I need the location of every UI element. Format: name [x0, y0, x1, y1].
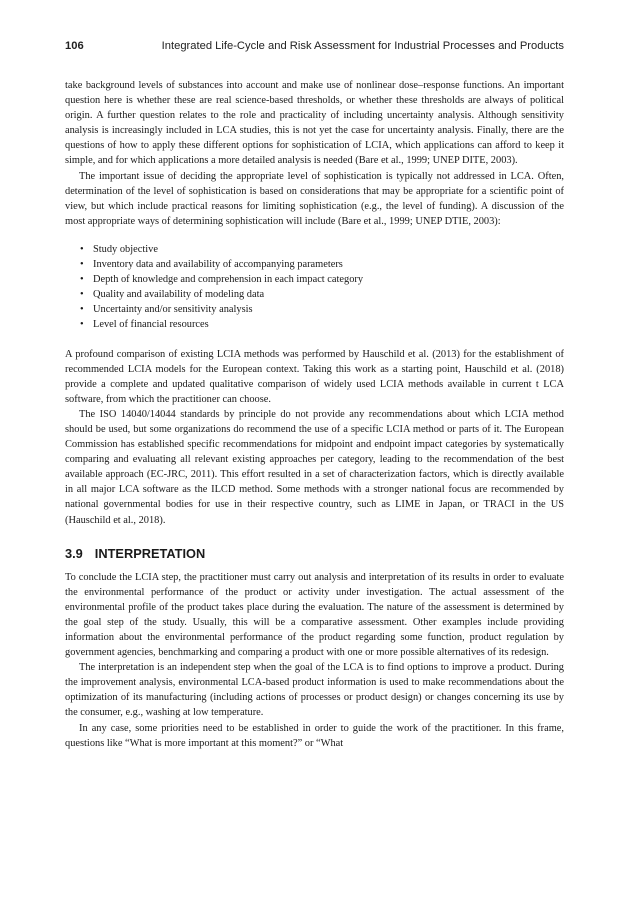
bullet-icon: •	[80, 243, 84, 255]
bullet-icon: •	[80, 304, 84, 316]
paragraph: In any case, some priorities need to be established in order to guide the work of the practitioner. In this frame, questions like “What is more important at this moment?” or “What	[65, 722, 564, 749]
list-item	[80, 272, 564, 287]
list-item	[80, 257, 564, 272]
list-item-text: Inventory data and availability of accompanying parameters	[93, 259, 343, 271]
bullet-icon: •	[80, 274, 84, 286]
paragraph: The interpretation is an independent step when the goal of the LCA is to find options to improve a product. During the improvement analysis, environmental LCA-based product information is used to make recommendations about the optimization of its manufacturing (including actions of processes or product design) or changes concerning its use by the consumer, e.g., washing at low temperature.	[65, 662, 564, 719]
running-title: Integrated Life-Cycle and Risk Assessment for Industrial Processes and Products	[161, 40, 564, 52]
list-item-text: Level of financial resources	[93, 319, 209, 331]
paragraph: A profound comparison of existing LCIA methods was performed by Hauschild et al. (2013) for the establishment of recommended LCIA models for the European context. Taking this work as a starting point, Hauschild et al. (2018) provide a complete and updated qualitative comparison of widely used LCIA methods available in current t LCA software, from which the practitioner can choose.	[65, 348, 564, 405]
document-page	[65, 40, 564, 751]
list-item-text: Depth of knowledge and comprehension in each impact category	[93, 274, 364, 286]
paragraph: The ISO 14040/14044 standards by principle do not provide any recommendations about which LCIA method should be used, but some organizations do recommend the use of a specific LCIA method or parts of it. The European Commission has established specific recommendations for midpoint and endpoint impact categories by systematically comparing and evaluating all relevant existing approaches per category, leading to the recommendation of the best available approach (EC-JRC, 2011). This effort resulted in a set of characterization factors, which is directly available in all major LCA software as the ILCD method. Some methods with a stronger national focus are recommended by national governmental bodies for use in their respective country, such as LIME in Japan, or TRACI in the US (Hauschild et al., 2018).	[65, 408, 564, 526]
bullet-list	[65, 242, 564, 333]
running-header	[65, 40, 564, 58]
section-heading	[65, 546, 564, 561]
list-item	[80, 302, 564, 317]
paragraph: To conclude the LCIA step, the practitioner must carry out analysis and interpretation of its results in order to evaluate the environmental performance of the product or activity under investigation. The actual assessment of the environmental profile of the product takes place during the evaluation. The nature of the assessment is determined by the goal step of the study. Usually, this will be a comparative assessment. Other examples include providing information about the environmental performance of the product regarding some function, product regulation by government agencies, benchmarking and comparing a product with one or more possible alternatives of its redesign.	[65, 571, 564, 659]
list-item	[80, 317, 564, 332]
section-title: INTERPRETATION	[94, 545, 206, 561]
bullet-icon: •	[80, 319, 84, 331]
list-item	[80, 287, 564, 302]
list-item	[80, 242, 564, 257]
bullet-icon: •	[80, 289, 84, 301]
bullet-icon: •	[80, 259, 84, 271]
list-item-text: Quality and availability of modeling data	[93, 289, 265, 301]
list-item-text: Study objective	[93, 243, 158, 255]
paragraph: The important issue of deciding the appropriate level of sophistication is typically not addressed in LCA. Often, determination of the level of sophistication is based on considerations that may be appropriate for a scientific point of view, but which include practical reasons for limiting sophistication (e.g., the level of funding). A discussion of the most appropriate ways of determining sophistication will include (Bare et al., 1999; UNEP DTIE, 2003):	[65, 170, 564, 227]
paragraph: take background levels of substances into account and make use of nonlinear dose–response functions. An important question here is whether these are real science-based thresholds, or whether these thresholds are always of political origin. A further question relates to the role and practicality of including uncertainty analysis. Although sensitivity analysis is increasingly included in LCA studies, this is not yet the case for uncertainty analysis. Finally, there are the questions of how to apply these different options for sophistication of LCIA, which applications can afford to keep it simple, and for which applications a more detailed analysis is needed (Bare et al., 1999; UNEP DITE, 2003).	[65, 80, 564, 167]
section-number: 3.9	[65, 545, 83, 561]
list-item-text: Uncertainty and/or sensitivity analysis	[93, 304, 253, 316]
page-number: 106	[65, 40, 84, 52]
